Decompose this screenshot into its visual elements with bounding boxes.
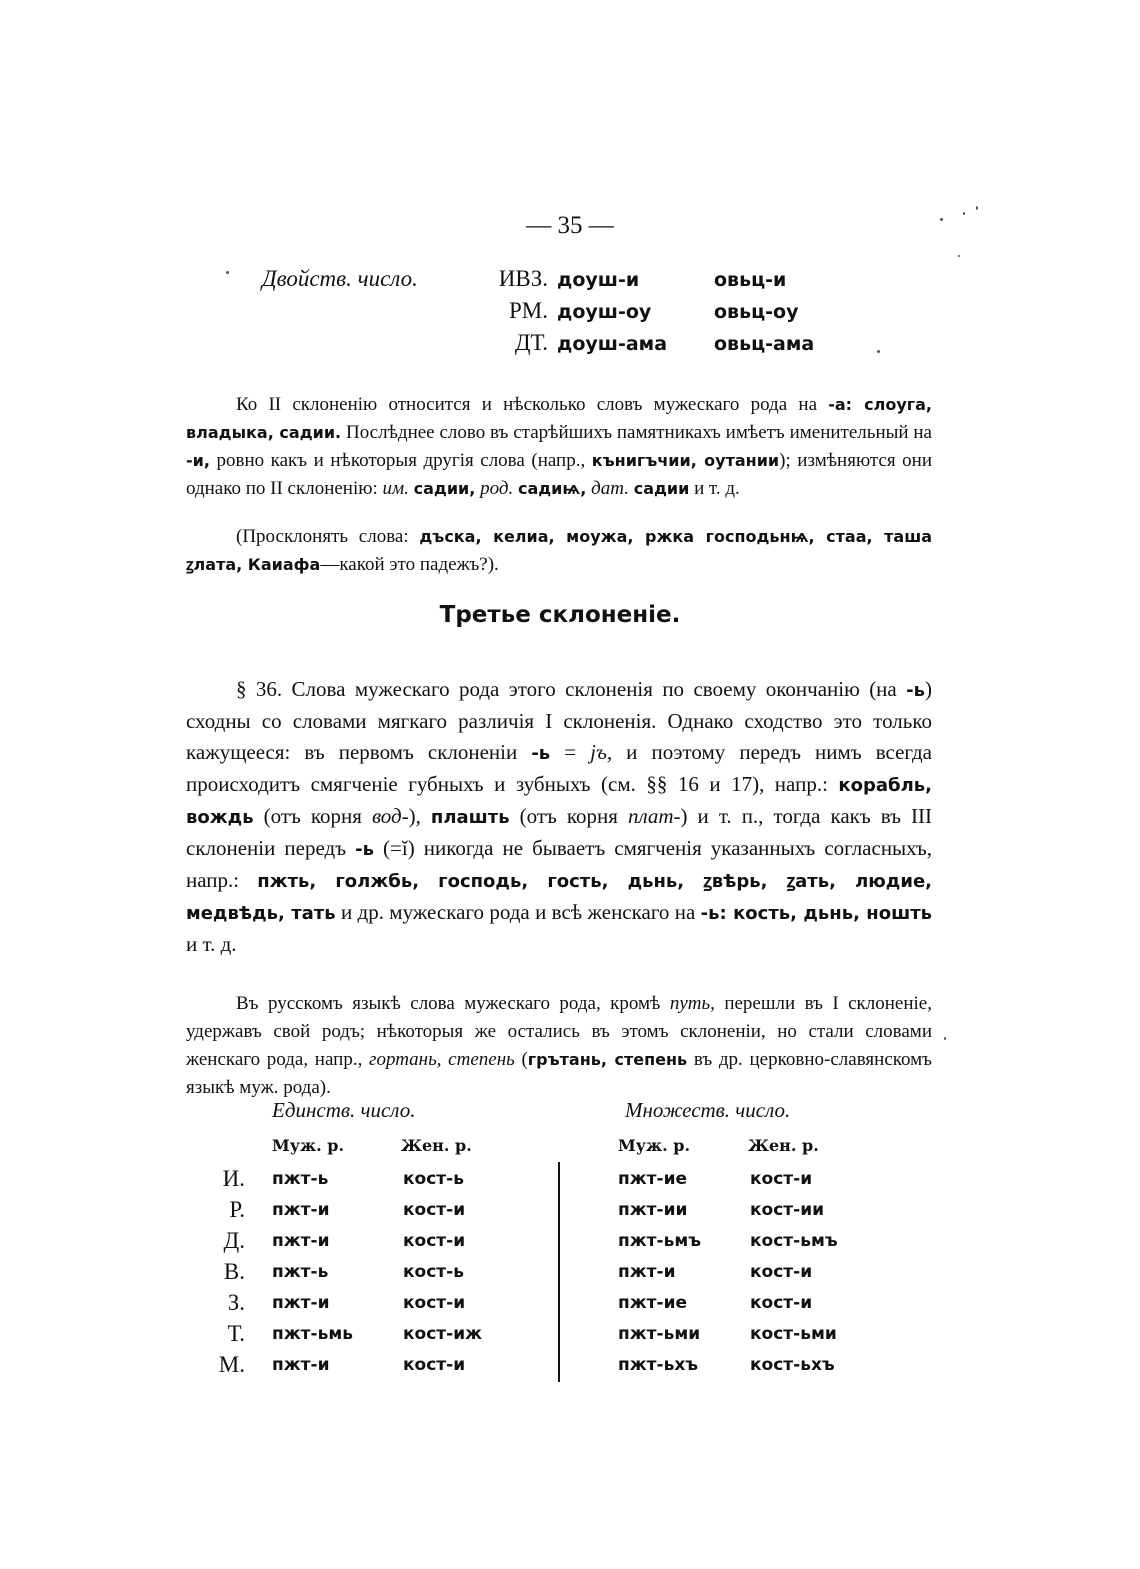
table-divider [558, 1162, 560, 1382]
pl-fem-header: Жен. р. [748, 1136, 819, 1155]
pl-fem-form: кост-ьми [750, 1324, 837, 1344]
church-slavonic-text: грътань, степень [527, 1050, 688, 1069]
italic-text: гортань, степень [369, 1049, 515, 1070]
pl-fem-form: кост-ьхъ [750, 1355, 835, 1375]
dual-row [0, 330, 1140, 360]
sg-masc-form: пжт-и [272, 1293, 330, 1313]
dual-case: ДТ. [514, 330, 548, 355]
case-label: М. [218, 1352, 245, 1377]
text: (Просклонять слова: [236, 526, 420, 547]
sg-fem-form: кост-и [403, 1231, 466, 1251]
sg-fem-form: кост-ь [403, 1262, 464, 1282]
text: ) сходны со словами мягкаго различія I склоненія. Однако сходство это только кажущееся: въ первомъ склоненіи [186, 677, 932, 764]
pl-fem-form: кост-и [750, 1262, 813, 1282]
church-slavonic-text: плашть [430, 807, 510, 828]
text: ) и т. п., тогда какъ въ III склоненіи передъ [186, 804, 932, 860]
scan-speck [944, 1037, 946, 1040]
italic-text: jъ, [590, 740, 613, 764]
church-slavonic-text: -ь [531, 743, 551, 764]
text: = [550, 740, 591, 764]
sg-fem-form: кост-ь [403, 1169, 464, 1189]
scan-speck [877, 350, 880, 353]
plural-title: Множеств. число. [625, 1098, 791, 1122]
italic-text: род. [480, 478, 514, 499]
church-slavonic-text: дъска, келиа, моужа, ржка господьнѩ, стаа, таша ꙁлата, Каиафа [186, 527, 933, 574]
pl-masc-form: пжт-и [618, 1262, 676, 1282]
section-heading: Третье склоненіе. [439, 602, 681, 628]
dual-form-1: доуш-оу [557, 301, 652, 323]
text: и др. мужескаго рода и всѣ женскаго на [335, 900, 701, 924]
pl-masc-form: пжт-ьмъ [618, 1231, 701, 1251]
case-label: Р. [229, 1197, 245, 1222]
page-number: — 35 — [526, 212, 614, 239]
text: ровно какъ и нѣкоторыя другія слова (напр., [209, 450, 592, 471]
pl-fem-form: кост-ии [750, 1200, 825, 1220]
dual-form-2: овьц-и [714, 269, 787, 291]
text: (отъ корня [509, 804, 628, 828]
dual-row [0, 266, 1140, 296]
dual-form-2: овьц-ама [714, 333, 815, 355]
dual-form-2: овьц-оу [714, 301, 799, 323]
dual-row [0, 298, 1140, 328]
scan-speck [226, 271, 229, 274]
dual-case: ИВЗ. [498, 266, 548, 291]
pl-fem-form: кост-и [750, 1169, 813, 1189]
case-label: В. [223, 1259, 245, 1284]
text: и т. д. [689, 478, 740, 499]
scan-speck [976, 206, 978, 210]
sg-masc-header: Муж. р. [272, 1136, 345, 1155]
scan-speck [940, 218, 943, 221]
text: въ др. церковно-славянскомъ языкѣ муж. рода). [186, 1049, 933, 1098]
text: и т. д. [186, 932, 237, 956]
singular-title: Единств. число. [272, 1098, 416, 1122]
church-slavonic-text: садии, [413, 479, 476, 498]
paragraph-exercise [186, 523, 932, 579]
text: ), [408, 804, 431, 828]
text: § 36. Слова мужескаго рода этого склоненія по своему окончанію (на [236, 677, 907, 701]
paragraph-section-36 [186, 674, 932, 960]
sg-fem-form: кост-и [403, 1200, 466, 1220]
church-slavonic-text: -ь [906, 680, 925, 701]
pl-masc-form: пжт-ие [618, 1293, 688, 1313]
church-slavonic-text: -а: слоуга, владыка, садии. [186, 395, 932, 442]
italic-text: плат- [627, 804, 681, 828]
sg-masc-form: пжт-и [272, 1231, 330, 1251]
church-slavonic-text: -ь: кость, дьнь, ношть [700, 903, 933, 924]
sg-masc-form: пжт-и [272, 1355, 330, 1375]
sg-masc-form: пжт-ь [272, 1169, 329, 1189]
text: и поэтому передъ нимъ всегда происходитъ смягченіе губныхъ и зубныхъ (см. §§ 16 и 17), напр.: [186, 740, 932, 796]
case-label: И. [222, 1166, 245, 1191]
text: перешли въ I склоненіе, удержавъ свой родъ; нѣкоторыя же остались въ этомъ склоненіи, но стали словами женскаго рода, напр., [186, 993, 932, 1070]
pl-fem-form: кост-ьмъ [750, 1231, 838, 1251]
sg-masc-form: пжт-и [272, 1200, 330, 1220]
text: ); измѣняются они однако по II склоненію: [186, 450, 932, 499]
text: (отъ корня [253, 804, 372, 828]
church-slavonic-text: корабль, вождь [186, 775, 932, 828]
pl-fem-form: кост-и [750, 1293, 813, 1313]
church-slavonic-text: садии [633, 479, 690, 498]
pl-masc-form: пжт-ии [618, 1200, 688, 1220]
church-slavonic-text: пжть, голжбь, господь, гость, дьнь, ꙁвѣрь, ꙁать, людие, медвѣдь, тать [186, 871, 932, 924]
pl-masc-form: пжт-ьхъ [618, 1355, 699, 1375]
scan-speck [958, 255, 960, 257]
church-slavonic-text: садиѩ, [517, 479, 587, 498]
pl-masc-form: пжт-ие [618, 1169, 688, 1189]
italic-text: путь, [669, 993, 715, 1014]
paragraph-russian-comparison [186, 990, 932, 1102]
sg-fem-header: Жен. р. [401, 1136, 472, 1155]
sg-fem-form: кост-и [403, 1355, 466, 1375]
dual-label: Двойств. число. [262, 266, 418, 291]
church-slavonic-text: кънигъчии, оутании [591, 451, 780, 470]
sg-fem-form: кост-иж [403, 1324, 483, 1344]
text: —какой это падежъ?). [320, 554, 499, 575]
dual-case: РМ. [509, 298, 548, 323]
italic-text: вод- [371, 804, 409, 828]
scan-speck [963, 212, 965, 215]
sg-masc-form: пжт-ь [272, 1262, 329, 1282]
text: Въ русскомъ языкѣ слова мужескаго рода, кромѣ [236, 993, 670, 1014]
church-slavonic-text: -ь [355, 839, 374, 860]
text: (=ĭ) никогда не бываетъ смягченія указанныхъ согласныхъ, напр.: [186, 836, 932, 892]
italic-text: дат. [591, 478, 629, 499]
text: ( [514, 1049, 528, 1070]
dual-form-1: доуш-и [557, 269, 640, 291]
paragraph-second-declension-masculine [186, 391, 932, 503]
pl-masc-header: Муж. р. [618, 1136, 691, 1155]
case-label: З. [227, 1290, 245, 1315]
text: Ко II склоненію относится и нѣсколько словъ мужескаго рода на [236, 394, 829, 415]
text: Послѣднее слово въ старѣйшихъ памятникахъ имѣетъ именительный на [341, 422, 932, 443]
sg-fem-form: кост-и [403, 1293, 466, 1313]
italic-text: им. [382, 478, 409, 499]
case-label: Д. [223, 1228, 245, 1253]
pl-masc-form: пжт-ьми [618, 1324, 701, 1344]
church-slavonic-text: -и, [186, 451, 210, 470]
sg-masc-form: пжт-ьмь [272, 1324, 353, 1344]
case-label: Т. [227, 1321, 245, 1346]
dual-form-1: доуш-ама [557, 333, 668, 355]
